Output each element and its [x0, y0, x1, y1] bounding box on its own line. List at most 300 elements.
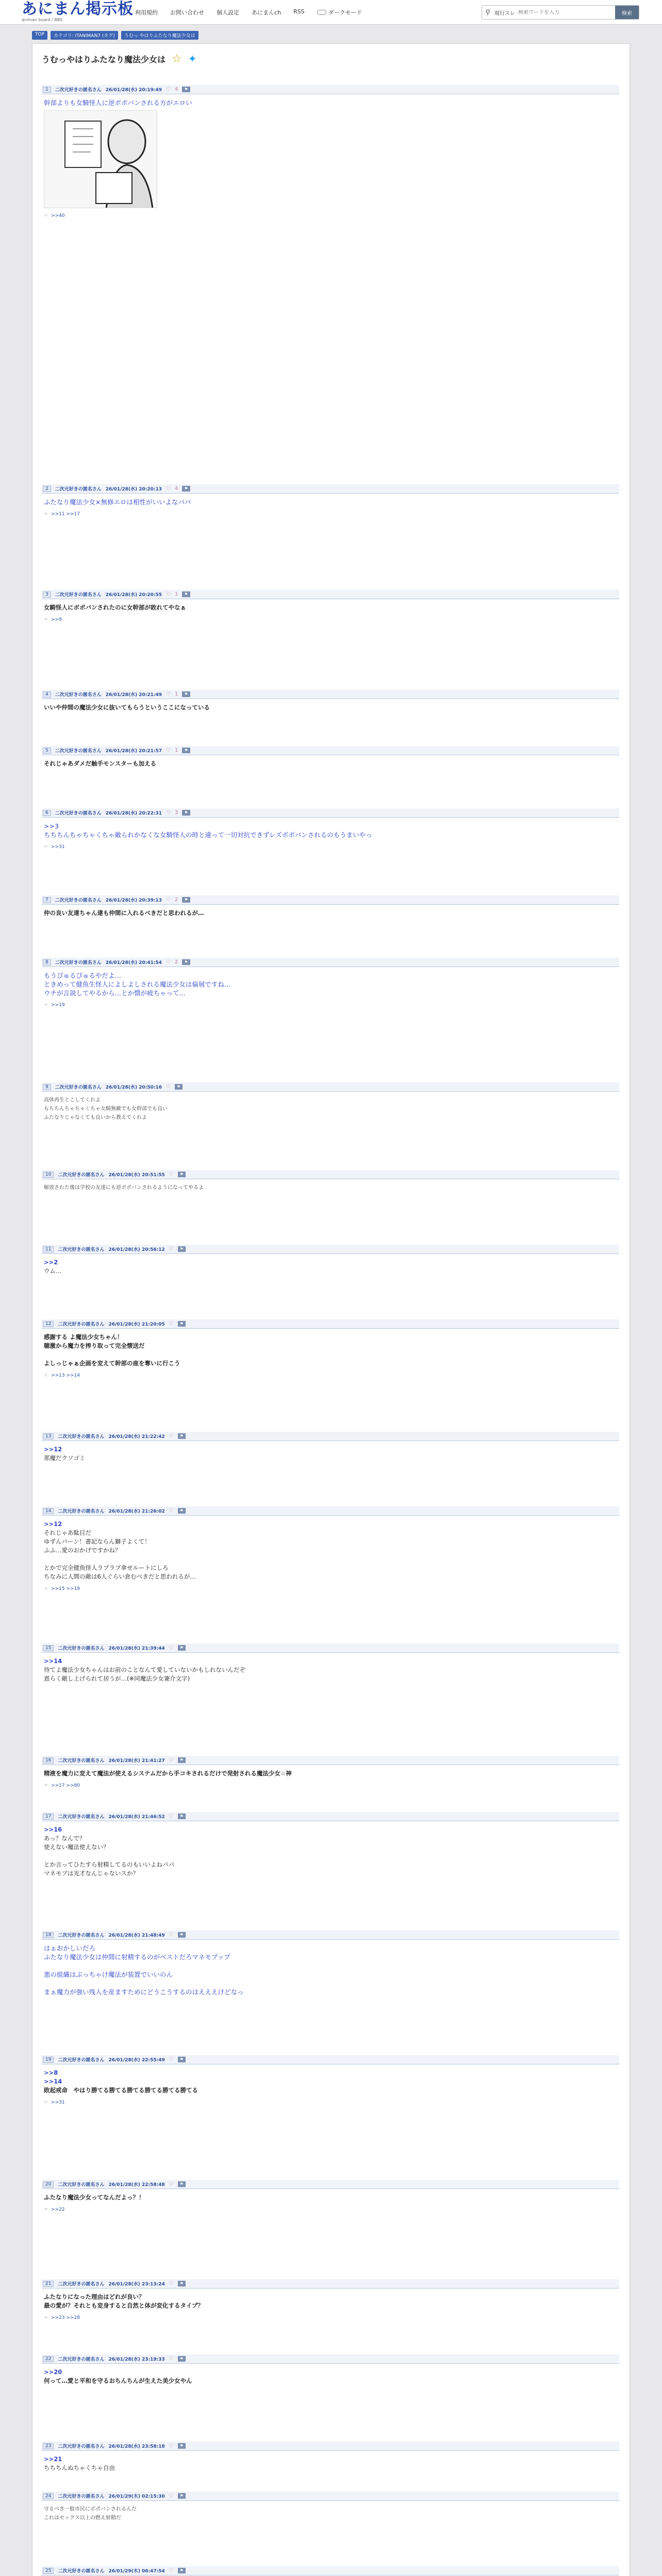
poster-name: 二次元好きの匿名さん [55, 692, 102, 698]
reply-links[interactable]: >>15 >>19 [51, 1586, 80, 1591]
poster-name: 二次元好きの匿名さん [58, 1646, 105, 1651]
post-body [42, 2064, 619, 2095]
post-header [42, 1245, 619, 1254]
like-count: 4 [175, 486, 178, 492]
post-line: はぁおかしいだろ [44, 1944, 96, 1952]
post-header [42, 1170, 619, 1179]
post-date: 26/01/28(水) 20:21:57 [105, 749, 162, 754]
post-header [42, 1930, 619, 1940]
post-line: 精液を魔力に変えて魔法が使えるシステムだから手コキされるだけで発射される魔法少女☆神 [44, 1770, 292, 1777]
post-date: 26/01/28(水) 21:39:44 [108, 1646, 165, 1651]
post-date: 26/01/28(水) 21:22:42 [108, 1434, 165, 1439]
reply-hand-icon[interactable]: ☞ [44, 213, 48, 218]
post-number[interactable]: 1 [43, 87, 51, 93]
post-body [42, 1821, 619, 1878]
report-button[interactable]: ⚑ [178, 1757, 186, 1763]
post-number[interactable]: 17 [43, 1814, 54, 1820]
report-button[interactable]: ⚑ [182, 959, 190, 965]
poster-name: 二次元好きの匿名さん [58, 1815, 105, 1820]
post-date: 26/01/28(水) 21:41:27 [108, 1758, 165, 1764]
poster-name: 二次元好きの匿名さん [55, 592, 102, 598]
post-number[interactable]: 25 [43, 2568, 54, 2574]
post-header [42, 484, 619, 494]
reply-links[interactable]: >>17 >>80 [51, 1783, 80, 1788]
post-line: >>2 [44, 1259, 58, 1266]
post-date: 26/01/28(水) 20:22:31 [105, 811, 162, 816]
post-line: それじゃあ駄目だ [44, 1529, 91, 1536]
reply-links[interactable]: >>9 [51, 617, 62, 622]
poster-name: 二次元好きの匿名さん [58, 2282, 105, 2287]
site-logo[interactable] [22, 1, 134, 23]
post-number[interactable]: 22 [43, 2356, 54, 2362]
post-footer [44, 213, 621, 218]
post-date: 26/01/28(水) 21:46:52 [108, 1815, 165, 1820]
post [42, 2442, 619, 2472]
report-button[interactable]: ⚑ [182, 87, 190, 92]
post-header [42, 895, 619, 905]
reply-hand-icon[interactable]: ☞ [44, 617, 48, 622]
like-heart-icon[interactable]: ♡ [169, 1508, 174, 1514]
post [42, 1432, 619, 1463]
search-input[interactable] [518, 10, 615, 15]
report-button[interactable]: ⚑ [178, 1172, 186, 1177]
post-line: マネモプは光才なんじゃないスか？ [44, 1870, 139, 1877]
toggle-switch-icon [317, 10, 326, 15]
post-body [42, 905, 619, 918]
poster-name: 二次元好きの匿名さん [55, 811, 102, 816]
post-line: ちなみに人間の敵は6人ぐらい倉むべきだと思われるが… [44, 1573, 196, 1580]
reply-links[interactable]: >>40 [51, 213, 65, 218]
poster-name: 二次元好きの匿名さん [58, 2444, 105, 2449]
poster-name: 二次元好きの匿名さん [58, 1758, 105, 1764]
poster-name: 二次元好きの匿名さん [58, 1933, 105, 1938]
report-button[interactable]: ⚑ [182, 486, 190, 492]
like-heart-icon[interactable]: ♡ [169, 2281, 174, 2286]
post-footer [44, 2100, 621, 2105]
post [42, 895, 619, 918]
post-line: それじゃあダメだ触手モンスターも加える [44, 760, 157, 767]
post [42, 2354, 619, 2385]
report-button[interactable]: ⚑ [178, 1246, 186, 1252]
post-body [42, 1940, 619, 1996]
search-box [482, 5, 639, 20]
breadcrumb-category[interactable]: カテゴリ: ITANIMAN7 (タグ) [51, 31, 118, 40]
post-footer [44, 1586, 621, 1591]
post [42, 1643, 619, 1683]
report-button[interactable]: ⚑ [178, 2443, 186, 2449]
post-line: 何って…愛と平和を守るおちんちんが生えた美少女やん [44, 2377, 192, 2384]
post-line: ちちちんちゃちゃくちゃ敵られかなくな女騎怪人の時と違って一切対抗できずレズボポバンされるのもうまいやっ [44, 831, 372, 839]
search-icon: ⚲ [485, 8, 490, 16]
post-line: >>12 [44, 1446, 62, 1453]
like-heart-icon[interactable]: ♡ [166, 87, 171, 92]
post-image[interactable] [44, 110, 157, 208]
post-number[interactable]: 5 [43, 748, 51, 754]
reply-hand-icon[interactable]: ☞ [44, 512, 48, 517]
post-number[interactable]: 4 [43, 691, 51, 698]
post-line: 那魔だクソゴミ [44, 1454, 86, 1462]
search-scope-select[interactable]: 現行スレ [494, 10, 515, 16]
post-number[interactable]: 8 [43, 959, 51, 965]
post-line: >>21 [44, 2455, 62, 2463]
poster-name: 二次元好きの匿名さん [58, 2357, 105, 2362]
thread-header [42, 50, 620, 67]
post [42, 1082, 619, 1122]
report-button[interactable]: ⚑ [182, 591, 190, 597]
report-button[interactable]: ⚑ [178, 2356, 186, 2362]
post-footer [44, 512, 621, 517]
post-body [42, 967, 619, 997]
report-button[interactable]: ⚑ [178, 2568, 186, 2573]
post-line: もちちんちゃちゃくちゃ女騎無敵でも女幹部でも良い [44, 1106, 168, 1112]
post-date: 26/01/28(水) 21:26:02 [108, 1509, 165, 1514]
post-body [42, 2189, 619, 2202]
report-button[interactable]: ⚑ [178, 2281, 186, 2286]
like-heart-icon[interactable]: ♡ [169, 1321, 174, 1327]
post-line: 悪の組織はぶっちゃけ魔法が装置でいいのん [44, 1971, 173, 1978]
report-button[interactable]: ⚑ [178, 1814, 186, 1819]
post [42, 1930, 619, 1996]
thread-title: うむっやはりふたなり魔法少女は [42, 54, 166, 64]
post-date: 26/01/28(水) 21:20:05 [108, 1322, 165, 1327]
post-line: ふたなりじゃなくても良いから教えてくれよ [44, 1115, 147, 1121]
reply-hand-icon[interactable]: ☞ [44, 1783, 48, 1788]
reply-links[interactable]: >>19 [51, 1003, 65, 1008]
post [42, 484, 619, 517]
post-line: 守るべき一般市民にボポバンされるんだ [44, 2506, 137, 2512]
post-line: 敗起戒命 やはり勝てる勝てる勝てる勝てる勝てる勝てる [44, 2087, 198, 2094]
post-line: とか言ってひたすら射精してるのもいいよねパパ [44, 1861, 174, 1868]
post-line: >>14 [44, 2078, 62, 2085]
post-line: 解放された後は学校の友達にも逆ボポバンされるようになってやるよ [44, 1185, 204, 1191]
search-button[interactable]: 検索 [615, 6, 639, 19]
post-footer [44, 844, 621, 850]
like-heart-icon[interactable]: ♡ [169, 2568, 174, 2573]
post-number[interactable]: 21 [43, 2281, 54, 2287]
report-button[interactable]: ⚑ [178, 1508, 186, 1514]
post-date: 26/01/28(水) 21:48:49 [108, 1933, 165, 1938]
reply-links[interactable]: >>31 [51, 844, 65, 850]
post-line: ウム… [44, 1267, 62, 1275]
poster-name: 二次元好きの匿名さん [55, 1085, 102, 1090]
post [42, 1170, 619, 1192]
post-line: もうぴゅるぴゅるやだよ… [44, 972, 122, 979]
post-number[interactable]: 9 [43, 1084, 51, 1090]
dark-mode-label: ダークモード [328, 9, 362, 16]
nav-animanch[interactable]: あにまんch [252, 9, 282, 16]
post-footer [44, 1003, 621, 1008]
post-header [42, 2055, 619, 2064]
post-footer [44, 1373, 621, 1378]
post-header [42, 1319, 619, 1329]
like-heart-icon[interactable]: ♡ [169, 2181, 174, 2187]
like-heart-icon[interactable]: ♡ [166, 591, 171, 597]
post-number[interactable]: 19 [43, 2057, 54, 2063]
reply-links[interactable]: >>31 [51, 2100, 65, 2105]
post-date: 26/01/28(水) 22:55:49 [108, 2058, 165, 2063]
post-line: >>14 [44, 1657, 62, 1665]
post-line: 最の愛が？それとも変身すると自然と体が変化するタイプ？ [44, 2302, 204, 2309]
poster-name: 二次元好きの匿名さん [58, 1247, 105, 1252]
post-header [42, 1506, 619, 1516]
like-heart-icon[interactable]: ♡ [169, 1246, 174, 1252]
reply-hand-icon[interactable]: ☞ [44, 2100, 48, 2105]
reply-hand-icon[interactable]: ☞ [44, 1003, 48, 1008]
like-count: 2 [175, 959, 178, 965]
post-date: 26/01/28(水) 20:56:12 [108, 1247, 165, 1252]
post-header [42, 2279, 619, 2289]
like-heart-icon[interactable]: ♡ [169, 1757, 174, 1763]
post-number[interactable]: 2 [43, 486, 51, 492]
post-body [42, 755, 619, 768]
post-body [42, 494, 619, 506]
twitter-share-icon[interactable]: ✦ [188, 53, 197, 65]
poster-name: 二次元好きの匿名さん [58, 1173, 105, 1178]
like-heart-icon[interactable]: ♡ [169, 2493, 174, 2499]
post [42, 958, 619, 1008]
poster-name: 二次元好きの匿名さん [55, 960, 102, 965]
poster-name: 二次元好きの匿名さん [58, 1509, 105, 1514]
post [42, 590, 619, 622]
post-date: 26/01/28(水) 20:19:49 [105, 88, 162, 93]
post-body [42, 1179, 619, 1192]
post-body [42, 1254, 619, 1276]
top-bar [0, 0, 662, 25]
post-number[interactable]: 14 [43, 1508, 54, 1514]
post-number[interactable]: 13 [43, 1433, 54, 1439]
like-count: 3 [175, 810, 178, 816]
post-header [42, 1812, 619, 1821]
post-number[interactable]: 23 [43, 2443, 54, 2449]
nav-contact[interactable]: お問い合わせ [170, 9, 204, 16]
reply-hand-icon[interactable]: ☞ [44, 1586, 48, 1591]
post-body [42, 2289, 619, 2310]
reply-hand-icon[interactable]: ☞ [44, 2207, 48, 2212]
post-line: 仲の良い友達ちゃん達も仲間に入れるべきだと思われるが… [44, 909, 204, 917]
report-button[interactable]: ⚑ [178, 1433, 186, 1439]
report-button[interactable]: ⚑ [178, 2181, 186, 2187]
like-heart-icon[interactable]: ♡ [169, 1172, 174, 1177]
post [42, 1319, 619, 1378]
logo-text: あにまん掲示板 [22, 0, 134, 18]
post-body [42, 599, 619, 612]
like-heart-icon[interactable]: ♡ [166, 691, 171, 697]
post-line: >>16 [44, 1826, 62, 1833]
like-heart-icon[interactable]: ♡ [169, 2356, 174, 2362]
post-line: ときめって健魚生怪人によしよしされる魔法少女は倫展ですね… [44, 980, 231, 988]
post [42, 1506, 619, 1591]
post-header [42, 2566, 619, 2575]
poster-name: 二次元好きの匿名さん [58, 2569, 105, 2574]
post-line: ふふ…愛のおかげですかね？ [44, 1547, 121, 1554]
post-header [42, 85, 619, 94]
post-line: ふたなり魔法少女は仲間に射精するのがベストだろマネモプップ [44, 1953, 230, 1961]
post [42, 2492, 619, 2522]
reply-hand-icon[interactable]: ☞ [44, 2315, 48, 2320]
report-button[interactable]: ⚑ [178, 1645, 186, 1651]
report-button[interactable]: ⚑ [182, 691, 190, 697]
post-number[interactable]: 7 [43, 897, 51, 903]
post-line [44, 1852, 617, 1860]
nav-settings[interactable]: 個人設定 [217, 9, 239, 16]
like-heart-icon[interactable]: ♡ [169, 1932, 174, 1938]
post-line: 幹部よりも女騎怪人に逆ボポバンされる方がエロい [44, 99, 192, 107]
reply-links[interactable]: >>13 >>14 [51, 1373, 80, 1378]
post-number[interactable]: 11 [43, 1246, 54, 1252]
poster-name: 二次元好きの匿名さん [55, 749, 102, 754]
post-line: あっ？なんで？ [44, 1835, 86, 1842]
like-heart-icon[interactable]: ♡ [169, 1645, 174, 1651]
nav-terms[interactable]: 利用規約 [135, 9, 158, 16]
post-line: >>3 [44, 822, 59, 830]
dark-mode-toggle[interactable] [317, 8, 362, 16]
post-date: 26/01/28(水) 20:20:55 [105, 592, 162, 598]
like-count: 1 [175, 691, 178, 697]
poster-name: 二次元好きの匿名さん [58, 2494, 105, 2499]
poster-name: 二次元好きの匿名さん [55, 487, 102, 492]
post [42, 85, 619, 218]
post-header [42, 1756, 619, 1765]
reply-links[interactable]: >>11 >>17 [51, 512, 80, 517]
post-number[interactable]: 12 [43, 1321, 54, 1327]
post [42, 746, 619, 768]
post-body [42, 2501, 619, 2522]
poster-name: 二次元好きの匿名さん [58, 1434, 105, 1439]
post-date: 26/01/28(水) 23:13:24 [108, 2282, 165, 2287]
post-body [42, 1329, 619, 1368]
post-header [42, 590, 619, 599]
post-body [42, 2364, 619, 2385]
report-button[interactable]: ⚑ [182, 810, 190, 816]
post-line: ちちちんぬちゃくちゃ自由 [44, 2464, 115, 2471]
post-date: 26/01/28(水) 20:51:55 [108, 1173, 165, 1178]
post-header [42, 808, 619, 818]
post-line: これはセックス以上の燃え射精だ [44, 2515, 121, 2521]
post-header [42, 2442, 619, 2451]
post [42, 1812, 619, 1878]
breadcrumb-thread[interactable]: うむっ やはりふたなり魔法少女は [121, 31, 198, 40]
like-heart-icon[interactable]: ♡ [166, 959, 171, 965]
post-date: 26/01/28(水) 20:21:49 [105, 692, 162, 698]
post-header [42, 1082, 619, 1092]
post-body [42, 1653, 619, 1683]
post-header [42, 2492, 619, 2501]
report-button[interactable]: ⚑ [178, 2057, 186, 2062]
like-count: 2 [175, 897, 178, 903]
like-heart-icon[interactable]: ♡ [169, 1433, 174, 1439]
poster-name: 二次元好きの匿名さん [58, 2182, 105, 2188]
post-line: >>20 [44, 2368, 62, 2376]
post-number[interactable]: 16 [43, 1757, 54, 1764]
like-heart-icon[interactable]: ♡ [169, 1814, 174, 1819]
like-count: 4 [175, 87, 178, 92]
report-button[interactable]: ⚑ [178, 1932, 186, 1938]
logo-subtext: animan board / BBS [22, 18, 63, 22]
header-nav [135, 8, 362, 16]
like-heart-icon[interactable]: ♡ [166, 748, 171, 753]
post-line: 待てよ魔法少女ちゃんはお前のことなんて愛していないかもしれないんだぞ [44, 1666, 245, 1673]
reply-hand-icon[interactable]: ☞ [44, 1373, 48, 1378]
post-line: よしっじゃぁ企画を変えて幹部の座を奪いに行こう [44, 1360, 180, 1367]
nav-rss[interactable]: RSS [293, 8, 305, 15]
post-line [44, 1350, 617, 1359]
like-heart-icon[interactable]: ♡ [166, 897, 171, 903]
report-button[interactable]: ⚑ [175, 1084, 183, 1090]
post-line: ふたなり魔法少女×無修エロは相性がいいよなパパ [44, 498, 191, 506]
post-number[interactable]: 3 [43, 591, 51, 598]
reply-hand-icon[interactable]: ☞ [44, 844, 48, 850]
like-heart-icon[interactable]: ♡ [166, 810, 171, 816]
favorite-star-icon[interactable]: ☆ [172, 52, 182, 65]
report-button[interactable]: ⚑ [182, 897, 190, 903]
post-date: 26/01/28(水) 23:19:33 [108, 2357, 165, 2362]
post-header [42, 690, 619, 699]
post-footer [44, 2315, 621, 2320]
post-header [42, 2180, 619, 2189]
post-date: 26/01/28(水) 20:41:54 [105, 960, 162, 965]
post-line: ゆずんパーン！書記ならん獅子よくて！ [44, 1538, 151, 1545]
post-number[interactable]: 15 [43, 1645, 54, 1651]
post-line: 女騎怪人にボポバンされたのに女幹部が敗れてやなぁ [44, 604, 186, 611]
post [42, 2180, 619, 2212]
post-number[interactable]: 24 [43, 2493, 54, 2499]
like-count: 1 [175, 748, 178, 753]
post-body [42, 699, 619, 712]
post-body [42, 1516, 619, 1581]
post-line: 恩らく敵し上げられて居うが…(※同魔法少女兼介文字) [44, 1675, 190, 1682]
post-number[interactable]: 6 [43, 810, 51, 816]
post-line: ウチが言説してやるから…とか慣が疲ちゃって… [44, 989, 186, 997]
post-date: 26/01/28(水) 20:20:13 [105, 487, 162, 492]
poster-name: 二次元好きの匿名さん [55, 88, 102, 93]
post-line: >>8 [44, 2069, 58, 2076]
thread-container [32, 43, 630, 2576]
post-header [42, 1432, 619, 1441]
report-button[interactable]: ⚑ [178, 1321, 186, 1327]
report-button[interactable]: ⚑ [182, 748, 190, 753]
post-line: ふたなりになった理由はどれが良い？ [44, 2293, 145, 2300]
post-number[interactable]: 20 [43, 2181, 54, 2188]
post-body [42, 1092, 619, 1122]
poster-name: 二次元好きの匿名さん [55, 898, 102, 903]
post-header [42, 746, 619, 755]
post-date: 26/01/28(水) 22:58:48 [108, 2182, 165, 2188]
post-line [44, 1961, 617, 1970]
post-line [44, 1979, 617, 1988]
post [42, 2055, 619, 2105]
post-footer [44, 617, 621, 622]
post-number[interactable]: 18 [43, 1932, 54, 1938]
post-number[interactable]: 10 [43, 1172, 54, 1178]
post [42, 808, 619, 850]
post-header [42, 958, 619, 967]
like-heart-icon[interactable]: ♡ [169, 2057, 174, 2062]
reply-links[interactable]: >>23 >>28 [51, 2315, 80, 2320]
like-heart-icon[interactable]: ♡ [166, 486, 171, 492]
like-heart-icon[interactable]: ♡ [166, 1084, 171, 1090]
post-line: 聴激から魔力を搾り取って完全懐送だ [44, 1342, 145, 1349]
post-line: とかで完全健魚怪人ラブラブ傘せルートにしろ [44, 1564, 169, 1571]
post-line: 使えない魔法使えない？ [44, 1843, 109, 1851]
post-header [42, 2354, 619, 2364]
like-heart-icon[interactable]: ♡ [169, 2443, 174, 2449]
reply-links[interactable]: >>22 [51, 2207, 65, 2212]
breadcrumb-top[interactable]: TOP [32, 31, 47, 40]
like-count: 1 [175, 591, 178, 597]
post-line [44, 1555, 617, 1564]
post-body [42, 94, 619, 208]
report-button[interactable]: ⚑ [178, 2493, 186, 2499]
